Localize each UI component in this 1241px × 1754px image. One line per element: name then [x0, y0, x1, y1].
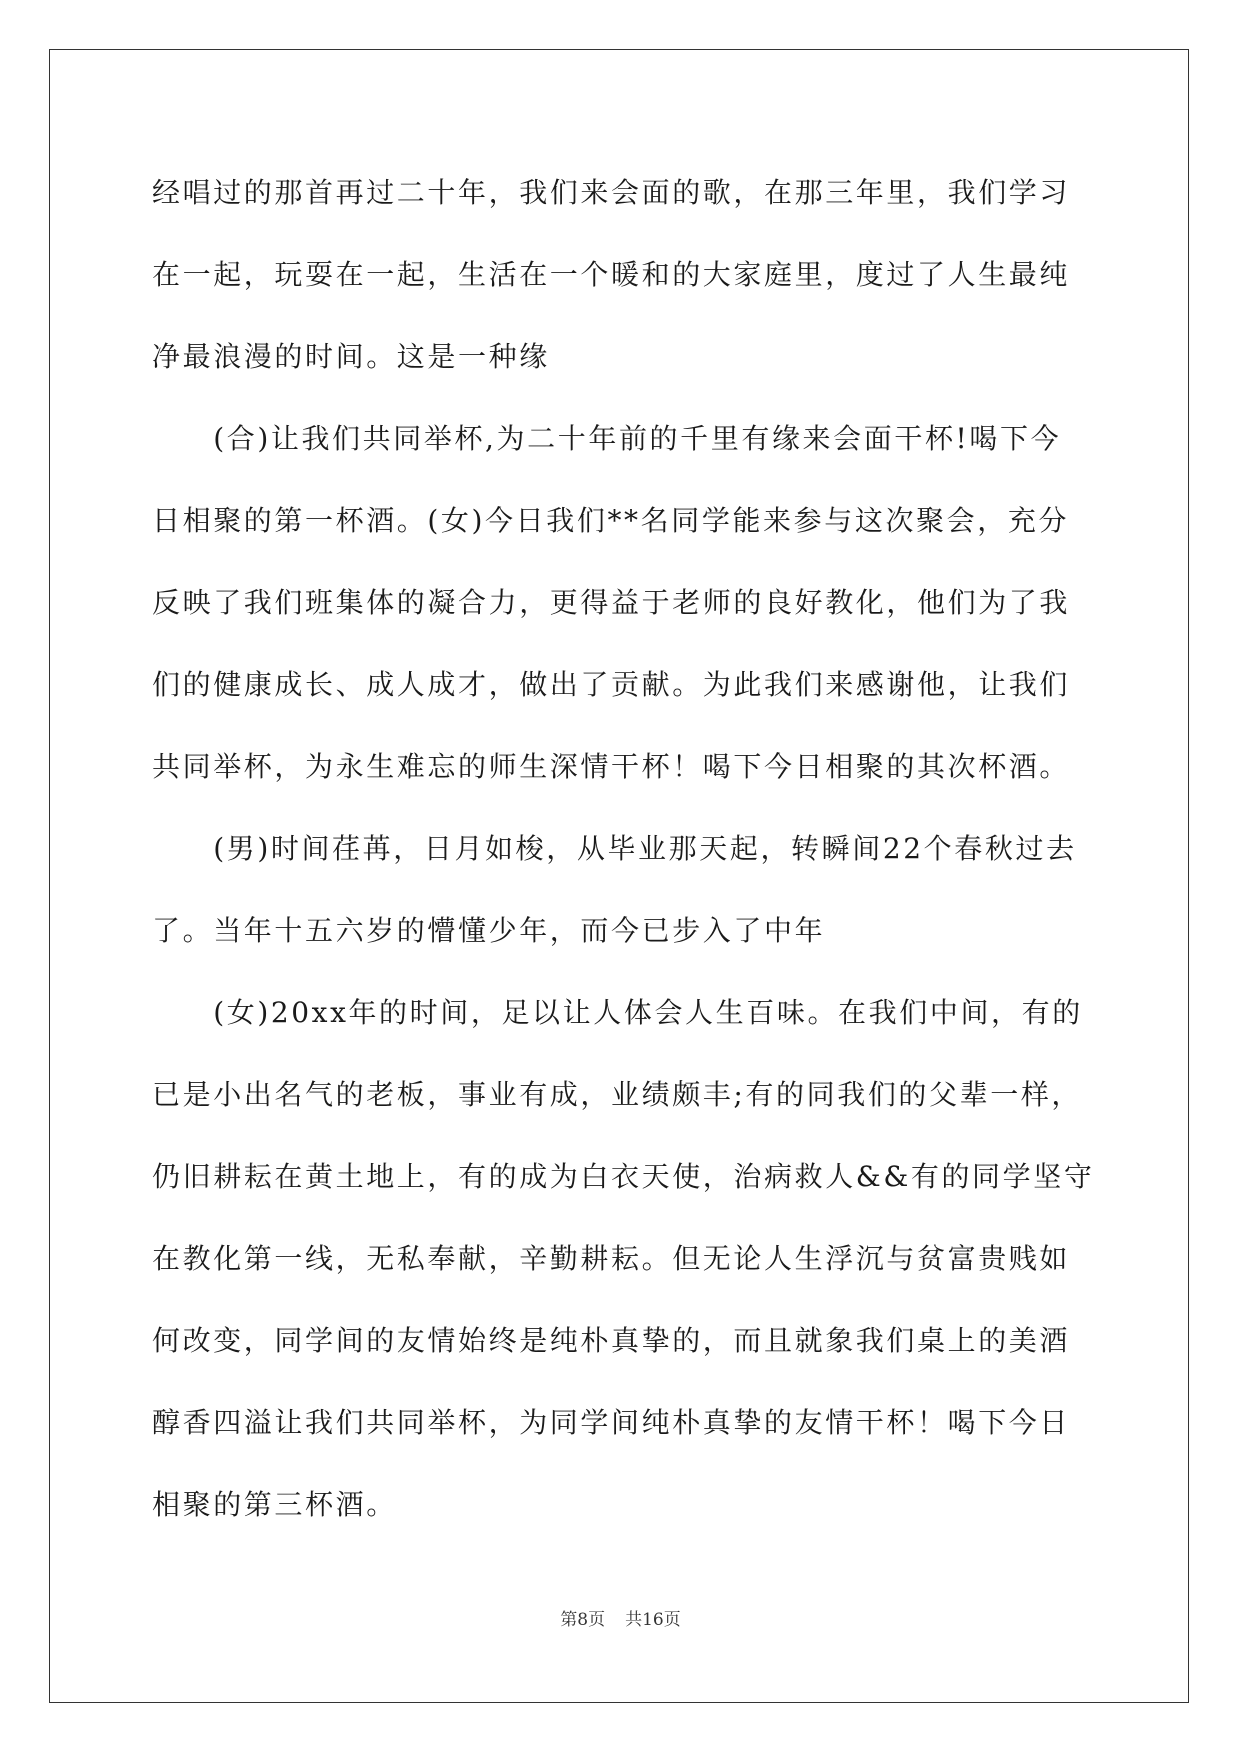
- text-line: 日相聚的第一杯酒。(女)今日我们**名同学能来参与这次聚会，充分: [152, 504, 1070, 537]
- text-line: 净最浪漫的时间。这是一种缘: [152, 340, 550, 373]
- text-line: (合)让我们共同举杯,为二十年前的千里有缘来会面干杯!喝下今: [152, 422, 1062, 455]
- text-line: 经唱过的那首再过二十年，我们来会面的歌，在那三年里，我们学习: [152, 176, 1071, 209]
- text-line: 在教化第一线，无私奉献，辛勤耕耘。但无论人生浮沉与贫富贵贱如: [152, 1242, 1071, 1275]
- document-body: [152, 163, 1095, 1557]
- text-line: 醇香四溢让我们共同举杯，为同学间纯朴真挚的友情干杯！喝下今日: [152, 1406, 1071, 1439]
- text-line: 们的健康成长、成人成才，做出了贡献。为此我们来感谢他，让我们: [152, 668, 1071, 701]
- page-footer: [0, 1605, 1241, 1630]
- text-line: 了。当年十五六岁的懵懂少年，而今已步入了中年: [152, 914, 826, 947]
- text-line: 共同举杯，为永生难忘的师生深情干杯！喝下今日相聚的其次杯酒。: [152, 750, 1071, 783]
- text-line: (男)时间荏苒，日月如梭，从毕业那天起，转瞬间22个春秋过去: [152, 832, 1077, 865]
- text-line: 相聚的第三杯酒。: [152, 1488, 397, 1521]
- text-line: 何改变，同学间的友情始终是纯朴真挚的，而且就象我们桌上的美酒: [152, 1324, 1071, 1357]
- text-line: 反映了我们班集体的凝合力，更得益于老师的良好教化，他们为了我: [152, 586, 1071, 619]
- text-line: 仍旧耕耘在黄土地上，有的成为白衣天使，治病救人&&有的同学坚守: [152, 1160, 1095, 1193]
- text-line: 已是小出名气的老板，事业有成，业绩颇丰;有的同我们的父辈一样，: [152, 1078, 1083, 1111]
- page-total: 共16页: [625, 1610, 681, 1630]
- text-line: (女)20xx年的时间，足以让人体会人生百味。在我们中间，有的: [152, 996, 1083, 1029]
- text-line: 在一起，玩耍在一起，生活在一个暖和的大家庭里，度过了人生最纯: [152, 258, 1071, 291]
- page-number: 第8页: [560, 1610, 606, 1630]
